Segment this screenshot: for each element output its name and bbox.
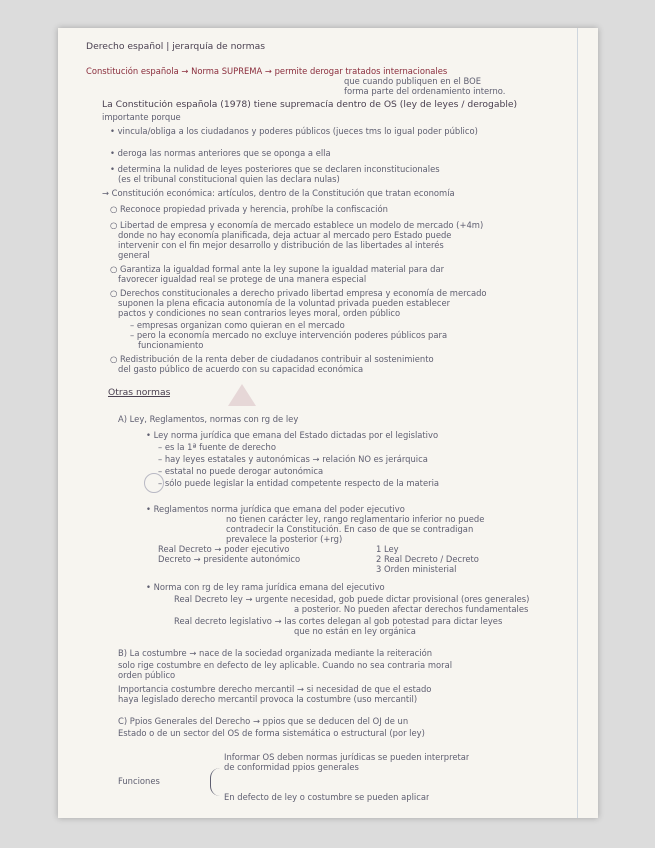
hierarchy-item: 2 Real Decreto / Decreto — [376, 554, 479, 564]
text-line: – sólo puede legislar la entidad competente respecto de la materia — [158, 478, 440, 488]
text-line: del gasto público de acuerdo con su capacidad económica — [118, 364, 364, 374]
text-line: • Norma con rg de ley rama jurídica emana del ejecutivo — [146, 582, 385, 592]
text-line: • Reglamentos norma jurídica que emana del poder ejecutivo — [146, 504, 405, 514]
text-line: funcionamiento — [138, 340, 204, 350]
text-line: importante porque — [102, 112, 181, 122]
text-line: Constitución española → Norma SUPREMA → permite derogar tratados internacionales — [86, 66, 448, 76]
header-title: Derecho español | jerarquía de normas — [86, 42, 266, 52]
text-line: ○ Redistribución de la renta deber de ciudadanos contribuir al sostenimiento — [110, 354, 434, 364]
text-line: En defecto de ley o costumbre se pueden aplicar — [224, 792, 430, 802]
text-line: forma parte del ordenamiento interno. — [344, 86, 506, 96]
hierarchy-item: 1 Ley — [376, 544, 399, 554]
text-line: (es el tribunal constitucional quien las declara nulas) — [118, 174, 340, 184]
text-line: general — [118, 250, 150, 260]
text-line: de conformidad ppios generales — [224, 762, 359, 772]
text-line: solo rige costumbre en defecto de ley aplicable. Cuando no sea contraria moral — [118, 660, 453, 670]
text-line: Importancia costumbre derecho mercantil → si necesidad de que el estado — [118, 684, 432, 694]
brace-mark — [210, 768, 221, 796]
text-line: que no están en ley orgánica — [294, 626, 416, 636]
text-line: Real Decreto → poder ejecutivo — [158, 544, 290, 554]
hierarchy-item: 3 Orden ministerial — [376, 564, 457, 574]
text-line: intervenir con el fin mejor desarrollo y distribución de las libertades al interés — [118, 240, 444, 250]
text-line: ○ Libertad de empresa y economía de mercado establece un modelo de mercado (+4m) — [110, 220, 484, 230]
text-line: ○ Garantiza la igualdad formal ante la ley supone la igualdad material para dar — [110, 264, 445, 274]
text-line: • deroga las normas anteriores que se oponga a ella — [110, 148, 331, 158]
notebook-page — [58, 28, 598, 818]
text-line: • vincula/obliga a los ciudadanos y poderes públicos (jueces tms lo igual poder público) — [110, 126, 478, 136]
section-heading: La Constitución española (1978) tiene supremacía dentro de OS (ley de leyes / derogable) — [102, 100, 518, 110]
subsection-heading: A) Ley, Reglamentos, normas con rg de ley — [118, 414, 299, 424]
text-line: orden público — [118, 670, 176, 680]
text-line: • determina la nulidad de leyes posteriores que se declaren inconstitucionales — [110, 164, 440, 174]
text-line: – hay leyes estatales y autonómicas → relación NO es jerárquica — [158, 454, 428, 464]
text-line: Decreto → presidente autonómico — [158, 554, 301, 564]
pyramid-sketch — [228, 384, 256, 406]
text-line: ○ Derechos constitucionales a derecho privado libertad empresa y economía de mercado — [110, 288, 487, 298]
text-line: – estatal no puede derogar autonómica — [158, 466, 324, 476]
text-line: donde no hay economía planificada, deja actuar al mercado pero Estado puede — [118, 230, 452, 240]
text-line: ○ Reconoce propiedad privada y herencia, prohíbe la confiscación — [110, 204, 388, 214]
subsection-heading: C) Ppios Generales del Derecho → ppios que se deducen del OJ de un — [118, 716, 409, 726]
text-line: Real decreto legislativo → las cortes delegan al gob potestad para dictar leyes — [174, 616, 503, 626]
text-line: • Ley norma jurídica que emana del Estado dictadas por el legislativo — [146, 430, 439, 440]
text-line: Real Decreto ley → urgente necesidad, gob puede dictar provisional (ores generales) — [174, 594, 530, 604]
text-line: no tienen carácter ley, rango reglamentario inferior no puede — [226, 514, 485, 524]
text-line: a posterior. No pueden afectar derechos fundamentales — [294, 604, 529, 614]
text-line: → Constitución económica: artículos, dentro de la Constitución que tratan economía — [102, 188, 455, 198]
text-line: Estado o de un sector del OS de forma sistemática o estructural (por ley) — [118, 728, 425, 738]
text-line: que cuando publiquen en el BOE — [344, 76, 481, 86]
text-line: – empresas organizan como quieran en el mercado — [130, 320, 345, 330]
text-line: pactos y condiciones no sean contrarios leyes moral, orden público — [118, 308, 401, 318]
text-line: favorecer igualdad real se protege de una manera especial — [118, 274, 367, 284]
text-line: – pero la economía mercado no excluye intervención poderes públicos para — [130, 330, 448, 340]
text-line: suponen la plena eficacia autonomía de la voluntad privada pueden establecer — [118, 298, 451, 308]
text-line: – es la 1ª fuente de derecho — [158, 442, 276, 452]
text-line: haya legislado derecho mercantil provoca la costumbre (uso mercantil) — [118, 694, 418, 704]
text-line: contradecir la Constitución. En caso de que se contradigan — [226, 524, 474, 534]
text-line: prevalece la posterior (+rg) — [226, 534, 343, 544]
text-line: Informar OS deben normas jurídicas se pueden interpretar — [224, 752, 470, 762]
subsection-heading: B) La costumbre → nace de la sociedad organizada mediante la reiteración — [118, 648, 433, 658]
section-heading: Otras normas — [108, 388, 171, 398]
text-line: Funciones — [118, 776, 160, 786]
